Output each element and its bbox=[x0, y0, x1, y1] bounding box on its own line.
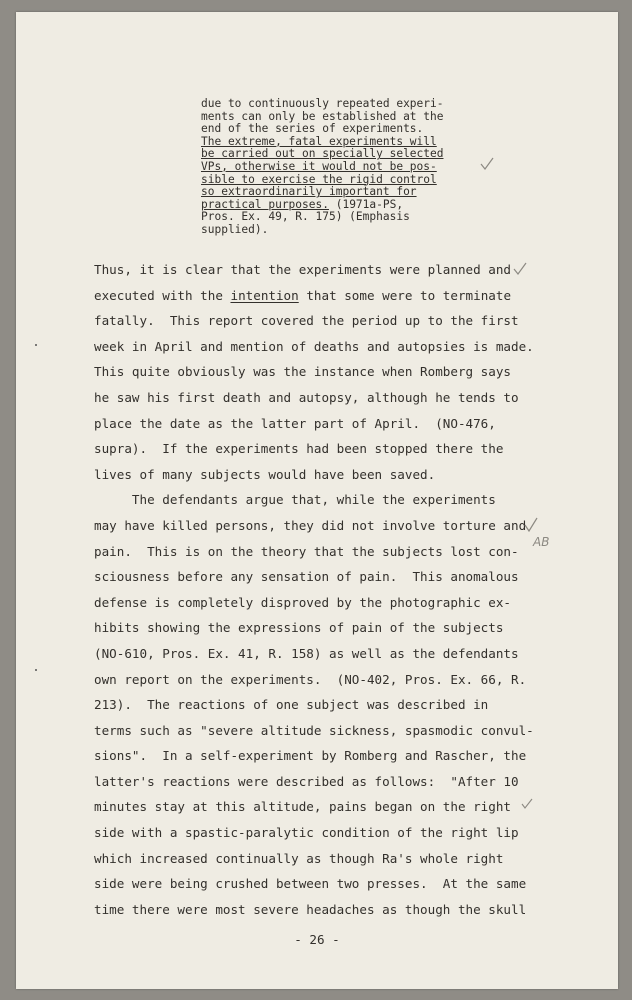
quote-line: practical purposes. (1971a-PS, bbox=[201, 197, 404, 211]
body-line: place the date as the latter part of April. (NO-476, bbox=[94, 415, 496, 431]
checkmark-icon bbox=[524, 517, 538, 533]
quote-line: so extraordinarily important for bbox=[201, 185, 417, 199]
quote-line: The extreme, fatal experiments will bbox=[201, 134, 437, 148]
body-line: side with a spastic-paralytic condition of the right lip bbox=[94, 825, 519, 841]
checkmark-icon bbox=[513, 262, 527, 276]
body-line: terms such as "severe altitude sickness, spasmodic convul- bbox=[94, 722, 534, 738]
body-line: 213). The reactions of one subject was described in bbox=[94, 697, 489, 713]
block-quote bbox=[201, 98, 501, 237]
margin-initials: AB bbox=[533, 535, 550, 549]
quote-line: due to continuously repeated experi- bbox=[201, 97, 444, 110]
quote-line: Pros. Ex. 49, R. 175) (Emphasis bbox=[201, 210, 410, 224]
body-line: executed with the intention that some were to terminate bbox=[94, 287, 512, 303]
body-line: sions". In a self-experiment by Romberg and Rascher, the bbox=[94, 748, 527, 764]
body-line: minutes stay at this altitude, pains began on the right bbox=[94, 799, 512, 815]
body-line: time there were most severe headaches as though the skull bbox=[94, 901, 527, 917]
body-line: sciousness before any sensation of pain. This anomalous bbox=[94, 569, 519, 585]
checkmark-icon bbox=[521, 798, 533, 810]
quote-line: ments can only be established at the bbox=[201, 109, 444, 123]
body-line: supra). If the experiments had been stopped there the bbox=[94, 441, 504, 457]
body-line: which increased continually as though Ra's whole right bbox=[94, 850, 504, 866]
document-page bbox=[16, 12, 618, 989]
body-line: he saw his first death and autopsy, although he tends to bbox=[94, 389, 519, 405]
margin-dot bbox=[35, 669, 37, 671]
margin-dot bbox=[35, 344, 37, 346]
quote-line: be carried out on specially selected bbox=[201, 147, 444, 161]
body-line: defense is completely disproved by the photographic ex- bbox=[94, 594, 512, 610]
body-line: The defendants argue that, while the experiments bbox=[94, 492, 496, 508]
body-line: own report on the experiments. (NO-402, Pros. Ex. 66, R. bbox=[94, 671, 527, 687]
checkmark-icon bbox=[480, 157, 494, 171]
body-line: (NO-610, Pros. Ex. 41, R. 158) as well as the defendants bbox=[94, 645, 519, 661]
body-line: fatally. This report covered the period up to the first bbox=[94, 313, 519, 329]
quote-line: VPs, otherwise it would not be pos- bbox=[201, 159, 437, 173]
quote-line: supplied). bbox=[201, 222, 269, 236]
body-text bbox=[94, 257, 554, 922]
body-line: week in April and mention of deaths and autopsies is made. bbox=[94, 338, 534, 354]
body-line: This quite obviously was the instance when Romberg says bbox=[94, 364, 512, 380]
body-line: hibits showing the expressions of pain of the subjects bbox=[94, 620, 504, 636]
body-line: Thus, it is clear that the experiments were planned and bbox=[94, 262, 512, 277]
body-line: latter's reactions were described as follows: "After 10 bbox=[94, 773, 519, 789]
body-line: pain. This is on the theory that the subjects lost con- bbox=[94, 543, 519, 559]
body-line: may have killed persons, they did not involve torture and bbox=[94, 517, 527, 533]
page-number: - 26 - bbox=[294, 932, 340, 947]
body-line: lives of many subjects would have been saved. bbox=[94, 466, 436, 482]
body-line: side were being crushed between two presses. At the same bbox=[94, 876, 527, 892]
quote-line: end of the series of experiments. bbox=[201, 122, 424, 136]
quote-line: sible to exercise the rigid control bbox=[201, 172, 437, 186]
